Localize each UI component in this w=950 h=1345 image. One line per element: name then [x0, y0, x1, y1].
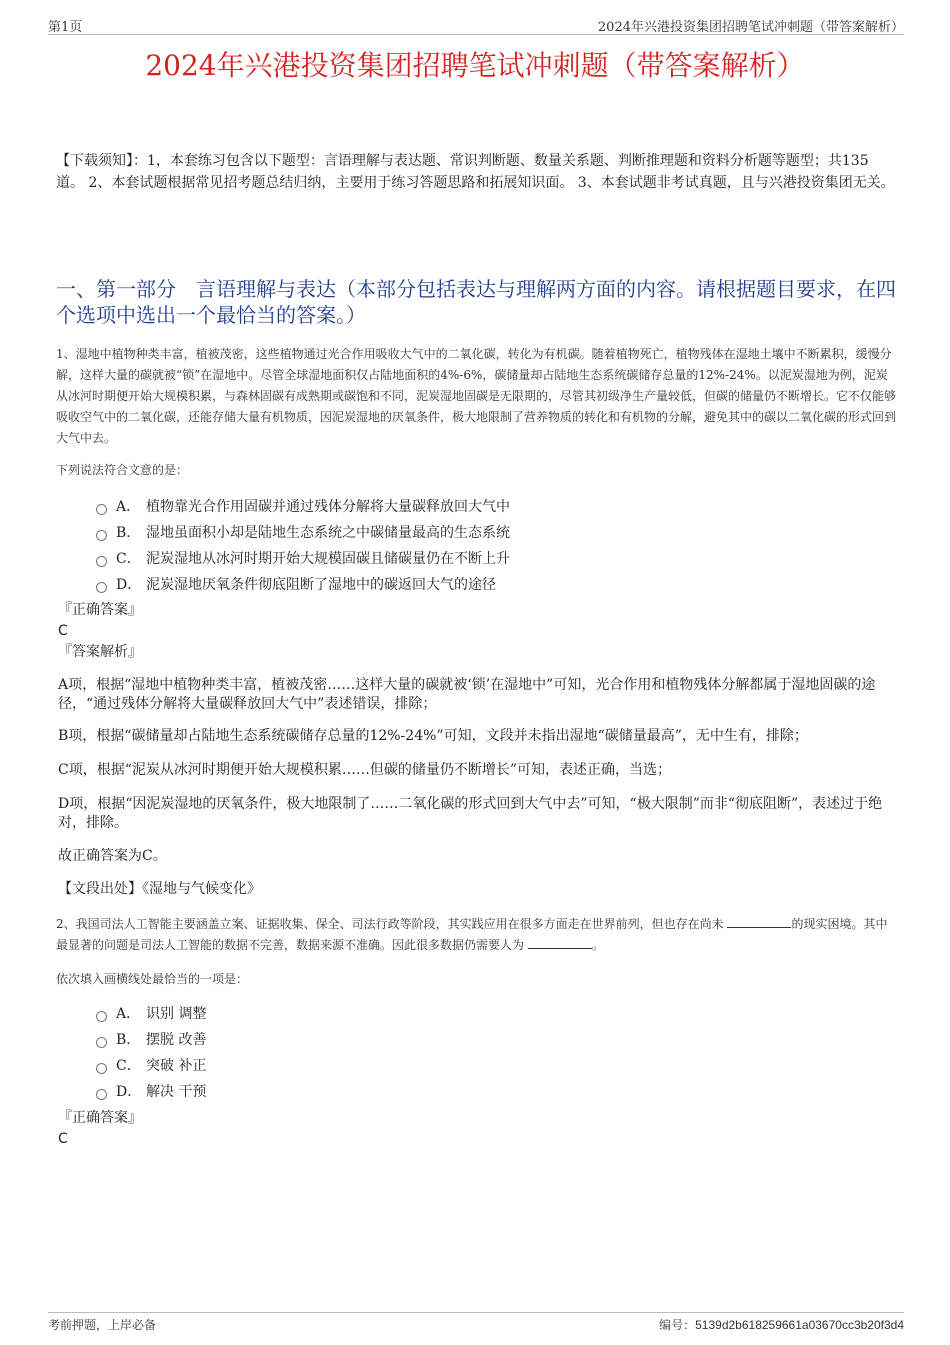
q1-analysis-conclusion: 故正确答案为C。	[58, 848, 167, 864]
option-text: 泥炭湿地厌氧条件彻底阻断了湿地中的碳返回大气的途径	[146, 577, 496, 593]
footer-code-value: 5139d2b618259661a03670cc3b20f3d4	[695, 1318, 904, 1332]
q2-options	[96, 1000, 796, 1104]
radio-icon[interactable]	[96, 1037, 107, 1048]
q1-analysis-b: B项，根据“碳储量却占陆地生态系统碳储存总量的12%-24%”可知，文段并未指出湿地“碳储量最高”，无中生有，排除；	[58, 728, 808, 744]
option-letter: C．	[116, 551, 141, 567]
section-heading: 一、第一部分 言语理解与表达（本部分包括表达与理解两方面的内容。请根据题目要求，在四个选项中选出一个最恰当的答案。）	[56, 277, 896, 327]
page-footer	[48, 1312, 904, 1337]
footer-code-label: 编号：	[659, 1318, 696, 1332]
radio-icon[interactable]	[96, 556, 107, 567]
radio-icon[interactable]	[96, 1089, 107, 1100]
q1-option-a[interactable]	[96, 493, 796, 519]
fill-blank-2[interactable]	[528, 936, 592, 949]
q2-prompt: 依次填入画横线处最恰当的一项是：	[56, 972, 249, 986]
q1-analysis-a: A项，根据“湿地中植物种类丰富，植被茂密……这样大量的碳就被‘锁’在湿地中”可知，光合作用和植物残体分解都属于湿地固碳的途径，“通过残体分解将大量碳释放回大气中”表述错误，排除；	[58, 677, 876, 712]
q2-answer: C	[58, 1131, 68, 1147]
q1-passage: 1、湿地中植物种类丰富，植被茂密，这些植物通过光合作用吸收大气中的二氧化碳，转化为有机碳。随着植物死亡，植物残体在湿地土壤中不断累积，缓慢分解，这样大量的碳就被“锁”在湿地中。尽管全球湿地面积仅占陆地面积的4%-6%，碳储量却占陆地生态系统碳储存总量的12%-24%。以泥炭湿地为例，泥炭从冰河时期便开始大规模积累，与森林固碳有成熟期或碳饱和不同，泥炭湿地固碳是无限期的，尽管其初级净生产量较低，但碳的储量仍不断增长。它不仅能够吸收空气中的二氧化碳，还能存储大量有机物质，因泥炭湿地的厌氧条件，极大地限制了营养物质的转化和有机物的分解，避免其中的碳以二氧化碳的形式回到大气中去。	[56, 347, 897, 445]
q1-analysis-c: C项，根据“泥炭从冰河时期便开始大规模积累……但碳的储量仍不断增长”可知，表述正确，当选；	[58, 762, 672, 778]
q1-options	[96, 493, 796, 597]
radio-icon[interactable]	[96, 582, 107, 593]
q1-answer: C	[58, 623, 68, 639]
q2-answer-label: 『正确答案』	[58, 1110, 142, 1126]
q2-passage-part1: 2、我国司法人工智能主要涵盖立案、证据收集、保全、司法行政等阶段，其实践应用在很多方面走在世界前列，但也存在尚未	[56, 917, 724, 931]
radio-icon[interactable]	[96, 530, 107, 541]
q2-passage-part2: 的现实困境。其中最显著的问题是司法人工智能的数据不完善，数据来源不准确。因此很多数据仍需要人为	[56, 917, 888, 952]
option-text: 解决 干预	[146, 1084, 207, 1100]
option-text: 识别 调整	[146, 1006, 207, 1022]
option-letter: B．	[116, 525, 141, 541]
q2-passage	[56, 914, 898, 956]
q2-option-a[interactable]	[96, 1000, 796, 1026]
footer-slogan: 考前押题，上岸必备	[48, 1318, 157, 1332]
q1-prompt: 下列说法符合文意的是：	[56, 463, 189, 477]
option-letter: A．	[116, 1006, 141, 1022]
footer-code	[659, 1316, 904, 1333]
download-notice: 【下载须知】：1，本套练习包含以下题型：言语理解与表达题、常识判断题、数量关系题、判断推理题和资料分析题等题型；共135道。 2、本套试题根据常见招考题总结归纳，主要用于练习答题思路和拓展知识面。 3、本套试题非考试真题，且与兴港投资集团无关。	[56, 153, 895, 191]
option-letter: C．	[116, 1058, 141, 1074]
option-text: 突破 补正	[146, 1058, 207, 1074]
q2-option-d[interactable]	[96, 1078, 796, 1104]
fill-blank-1[interactable]	[727, 915, 791, 928]
q1-answer-label: 『正确答案』	[58, 602, 142, 618]
option-text: 泥炭湿地从冰河时期开始大规模固碳且储碳量仍在不断上升	[146, 551, 510, 567]
q2-option-b[interactable]	[96, 1026, 796, 1052]
q1-option-d[interactable]	[96, 571, 796, 597]
header-doc-title: 2024年兴港投资集团招聘笔试冲刺题（带答案解析）	[597, 20, 904, 35]
radio-icon[interactable]	[96, 1011, 107, 1022]
option-text: 湿地虽面积小却是陆地生态系统之中碳储量最高的生态系统	[146, 525, 510, 541]
q2-option-c[interactable]	[96, 1052, 796, 1078]
option-letter: A．	[116, 499, 141, 515]
page-title: 2024年兴港投资集团招聘笔试冲刺题（带答案解析）	[145, 49, 805, 82]
option-letter: B．	[116, 1032, 141, 1048]
q1-analysis-label: 『答案解析』	[58, 644, 142, 660]
q1-option-b[interactable]	[96, 519, 796, 545]
page-number: 第1页	[48, 20, 83, 35]
option-letter: D．	[116, 577, 142, 593]
q1-option-c[interactable]	[96, 545, 796, 571]
radio-icon[interactable]	[96, 1063, 107, 1074]
q1-source: 【文段出处】《湿地与气候变化》	[58, 881, 261, 897]
q2-passage-part3: 。	[591, 938, 604, 952]
q1-analysis-d: D项，根据“因泥炭湿地的厌氧条件，极大地限制了……二氧化碳的形式回到大气中去”可知，“极大限制”而非“彻底阻断”，表述过于绝对，排除。	[58, 796, 883, 831]
option-text: 摆脱 改善	[146, 1032, 207, 1048]
page-header	[48, 14, 904, 35]
option-text: 植物靠光合作用固碳并通过残体分解将大量碳释放回大气中	[146, 499, 510, 515]
option-letter: D．	[116, 1084, 142, 1100]
radio-icon[interactable]	[96, 504, 107, 515]
